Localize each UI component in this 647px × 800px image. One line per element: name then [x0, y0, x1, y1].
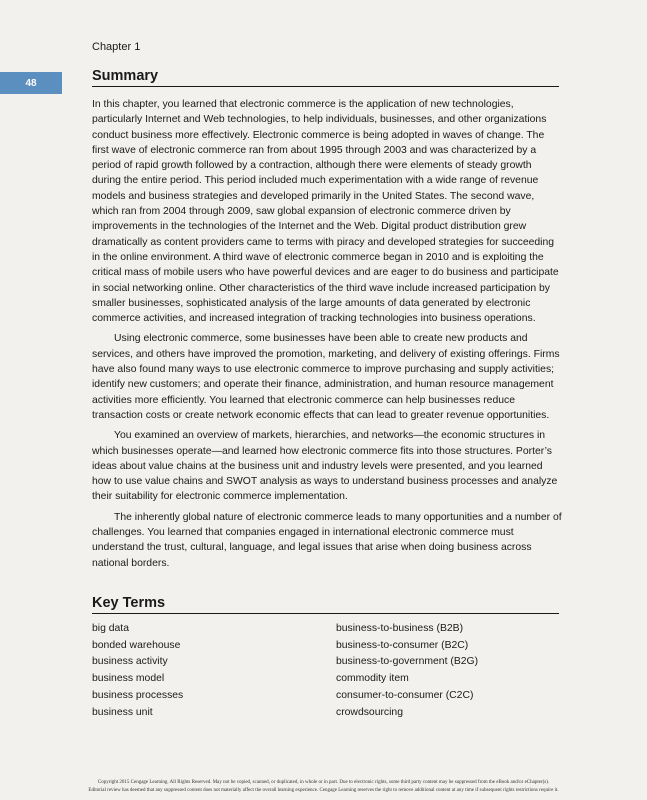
key-term: crowdsourcing [336, 706, 403, 718]
copyright-line: Editorial review has deemed that any suppressed content does not materially affect the overall learning experience. Cengage Learning reserves the right to remove additional content at any time if subsequent rights restrictions require it. [88, 788, 559, 793]
key-term: business-to-business (B2B) [336, 623, 464, 634]
copyright-notice [0, 779, 647, 795]
summary-paragraph: In this chapter, you learned that electronic commerce is the application of new technologies, particularly Internet and Web technologies, to help individuals, businesses, and other organizations conduct business more effectively. Electronic commerce is being adopted in waves of change. The first wave of electronic commerce ran from about 1995 through 2003 and was characterized by a period of rapid growth followed by a contraction, although there were elements of steady growth during the entire period. This period included much experimentation with a wide range of revenue models and business strategies and developed primarily in the United States. The second wave, which ran from 2004 through 2009, saw global expansion of electronic commerce driven by improvements in the technologies of the Internet and the Web. Digital product distribution grew dramatically as content providers came to terms with piracy and developed strategies for succeeding in the online environment. A third wave of electronic commerce began in 2010 and is exploiting the critical mass of mobile users who have powerful devices and are eager to do business and participate in social networking online. Other characteristics of the third wave include increased participation by smaller businesses, sophisticated analysis of the large amounts of data generated by electronic commerce activities, and increased integration of tracking technologies into business operations. [92, 99, 559, 325]
key-term: bonded warehouse [92, 639, 181, 651]
summary-body [92, 97, 563, 576]
key-terms-right-column [336, 621, 562, 721]
key-term: business-to-government (B2G) [336, 656, 479, 668]
summary-paragraph: The inherently global nature of electronic commerce leads to many opportunities and a number of challenges. You learned that companies engaged in international electronic commerce must understand the trust, cultural, language, and legal issues that arise when doing business across national borders. [92, 511, 562, 569]
key-term: business model [92, 673, 165, 685]
key-term: big data [92, 623, 129, 634]
key-term: consumer-to-consumer (C2C) [336, 689, 474, 701]
key-terms-left-column [92, 621, 336, 721]
key-term: business unit [92, 706, 153, 718]
key-term: business activity [92, 656, 168, 668]
summary-paragraph: You examined an overview of markets, hierarchies, and networks—the economic structures in which businesses operate—and learned how electronic commerce fits into those structures. Porter’s ideas about value chains at the business unit and industry levels were presented, and you learned how to use value chains and SWOT analysis as ways to understand business processes and analyze their suitability for electronic commerce implementation. [92, 430, 558, 503]
running-header-chapter: Chapter 1 [92, 41, 141, 53]
key-term: business-to-consumer (B2C) [336, 639, 469, 651]
key-terms-list [92, 621, 562, 721]
page-number-tab: 48 [0, 72, 62, 94]
copyright-line: Copyright 2015 Cengage Learning. All Rights Reserved. May not be copied, scanned, or duplicated, in whole or in part. Due to electronic rights, some third party content may be suppressed from the eBook and/or eChapter(s). [97, 780, 550, 785]
summary-heading: Summary [92, 68, 559, 87]
key-term: business processes [92, 689, 184, 701]
summary-paragraph: Using electronic commerce, some businesses have been able to create new products and services, and others have improved the promotion, marketing, and delivery of existing offerings. Firms have also found many ways to use electronic commerce to improve purchasing and supply activities; identify new customers; and operate their finance, administration, and human resource management activities more efficiently. You learned that electronic commerce can help businesses reduce transaction costs or create network economic effects that can lead to greater revenue opportunities. [92, 333, 560, 421]
key-terms-heading: Key Terms [92, 595, 559, 614]
key-term: commodity item [336, 673, 409, 685]
